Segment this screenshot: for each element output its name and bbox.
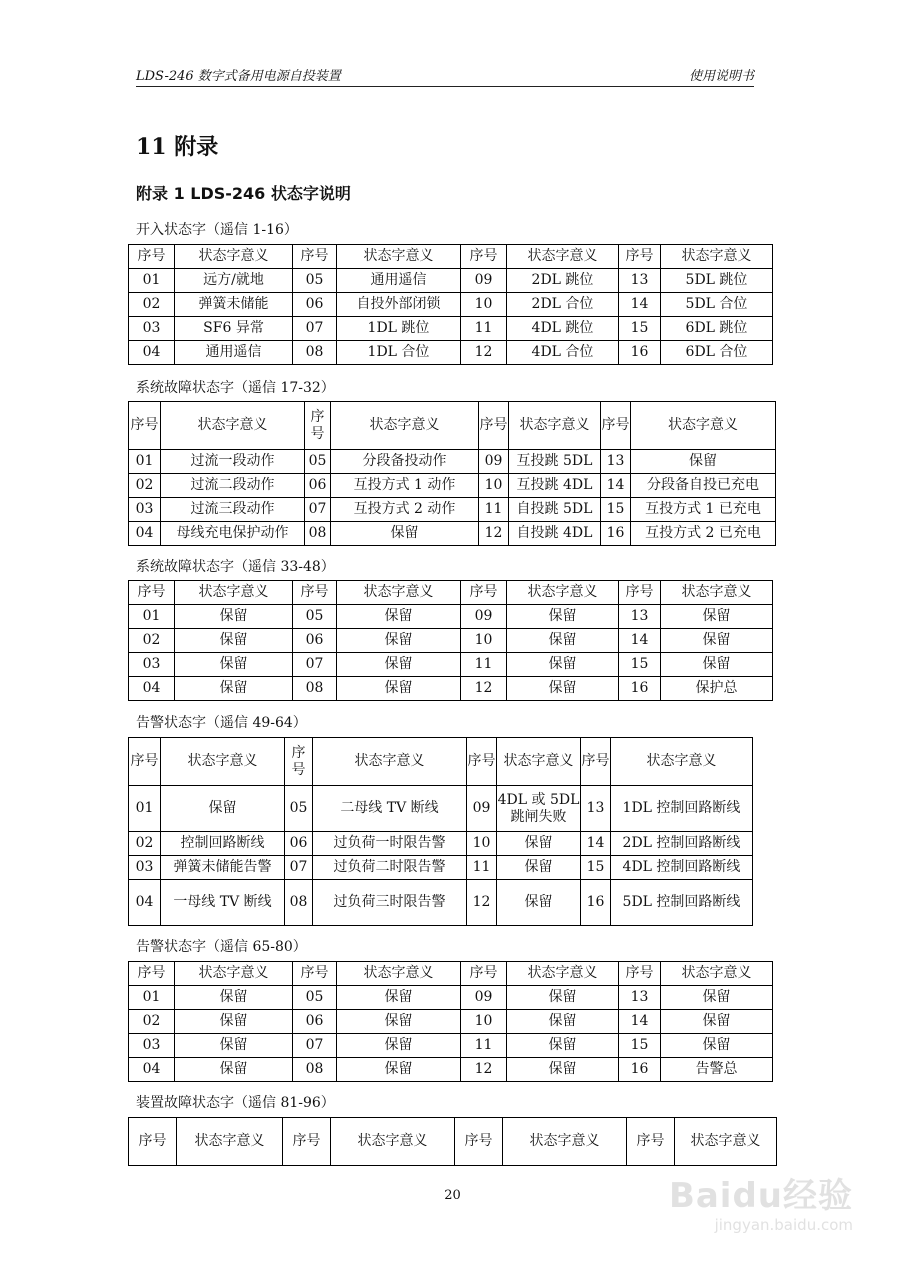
status-table [128,401,776,546]
status-table [128,580,773,701]
index-cell: 07 [293,317,337,341]
meaning-cell: 通用遥信 [337,269,461,293]
header-cell: 序号 [619,962,661,986]
table-header-row [129,581,773,605]
header-cell: 序号 [129,402,161,450]
meaning-cell: 互投方式 1 动作 [331,474,479,498]
meaning-cell: 自投外部闭锁 [337,293,461,317]
index-cell: 02 [129,293,175,317]
header-cell: 序号 [129,1118,177,1166]
table-row [129,522,776,546]
index-cell: 03 [129,653,175,677]
index-cell: 02 [129,629,175,653]
table-row [129,629,773,653]
meaning-cell: 弹簧未储能告警 [161,856,285,880]
table-row [129,605,773,629]
header-cell: 状态字意义 [161,402,305,450]
index-cell: 06 [293,629,337,653]
header-cell: 序号 [461,245,507,269]
index-cell: 01 [129,605,175,629]
meaning-cell: 过流二段动作 [161,474,305,498]
meaning-cell: 分段备自投已充电 [631,474,776,498]
index-cell: 08 [293,677,337,701]
meaning-cell: 保留 [631,450,776,474]
index-cell: 16 [601,522,631,546]
index-cell: 09 [461,605,507,629]
chapter-title: 11 附录 [136,134,219,160]
meaning-cell: 保留 [337,986,461,1010]
page-number: 20 [444,1188,461,1203]
meaning-cell: 4DL 合位 [507,341,619,365]
meaning-cell: 保留 [337,1010,461,1034]
table-caption: 系统故障状态字（遥信 17-32） [136,380,335,396]
meaning-cell: 6DL 合位 [661,341,773,365]
meaning-cell: 保留 [175,653,293,677]
meaning-cell: 保留 [161,786,285,832]
table-row [129,293,773,317]
index-cell: 10 [461,293,507,317]
meaning-cell: 5DL 合位 [661,293,773,317]
status-table [128,961,773,1082]
index-cell: 10 [467,832,497,856]
header-cell: 序号 [455,1118,503,1166]
meaning-cell: 保留 [507,605,619,629]
meaning-cell: 互投方式 2 已充电 [631,522,776,546]
header-cell: 状态字意义 [507,245,619,269]
index-cell: 15 [619,317,661,341]
watermark [643,1168,853,1258]
table-caption: 系统故障状态字（遥信 33-48） [136,559,335,575]
index-cell: 05 [285,786,313,832]
index-cell: 06 [305,474,331,498]
baidu-jingyan-logo: Baidu经验 [668,1176,853,1216]
table-header-row [129,245,773,269]
table-row [129,832,753,856]
header-cell: 状态字意义 [175,581,293,605]
header-cell: 状态字意义 [631,402,776,450]
meaning-cell: 保留 [175,1034,293,1058]
index-cell: 02 [129,832,161,856]
index-cell: 13 [619,986,661,1010]
table-row [129,1058,773,1082]
meaning-cell: 弹簧未储能 [175,293,293,317]
index-cell: 01 [129,450,161,474]
table-caption: 开入状态字（遥信 1-16） [136,222,298,238]
header-cell: 序号 [293,962,337,986]
table-row [129,786,753,832]
index-cell: 06 [293,1010,337,1034]
header-cell: 序号 [479,402,509,450]
meaning-cell: 过负荷二时限告警 [313,856,467,880]
meaning-cell: 互投跳 4DL [509,474,601,498]
meaning-cell: 4DL 跳位 [507,317,619,341]
meaning-cell: 保留 [497,856,581,880]
header-cell: 序号 [129,581,175,605]
index-cell: 01 [129,986,175,1010]
index-cell: 04 [129,522,161,546]
meaning-cell: 二母线 TV 断线 [313,786,467,832]
header-cell: 状态字意义 [497,738,581,786]
index-cell: 14 [619,1010,661,1034]
header-cell: 状态字意义 [661,962,773,986]
meaning-cell: 控制回路断线 [161,832,285,856]
meaning-cell: 保留 [175,605,293,629]
meaning-cell: 保留 [507,1010,619,1034]
index-cell: 13 [619,269,661,293]
table-row [129,474,776,498]
header-cell: 状态字意义 [331,1118,455,1166]
index-cell: 04 [129,880,161,926]
header-cell: 状态字意义 [503,1118,627,1166]
meaning-cell: 保留 [337,1058,461,1082]
meaning-cell: 保留 [175,1058,293,1082]
index-cell: 15 [619,653,661,677]
index-cell: 12 [461,341,507,365]
index-cell: 02 [129,474,161,498]
meaning-cell: 保留 [337,653,461,677]
meaning-cell: 过负荷一时限告警 [313,832,467,856]
header-cell: 状态字意义 [331,402,479,450]
index-cell: 15 [601,498,631,522]
meaning-cell: 1DL 合位 [337,341,461,365]
index-cell: 06 [293,293,337,317]
meaning-cell: 保留 [497,880,581,926]
index-cell: 16 [619,341,661,365]
index-cell: 04 [129,1058,175,1082]
header-cell: 序号 [467,738,497,786]
meaning-cell: 保留 [337,1034,461,1058]
index-cell: 12 [461,1058,507,1082]
index-cell: 05 [293,269,337,293]
meaning-cell: 2DL 合位 [507,293,619,317]
index-cell: 15 [581,856,611,880]
index-cell: 08 [305,522,331,546]
meaning-cell: 自投跳 4DL [509,522,601,546]
index-cell: 15 [619,1034,661,1058]
page-header [136,62,754,87]
index-cell: 05 [305,450,331,474]
index-cell: 09 [461,986,507,1010]
table-header-row [129,402,776,450]
header-cell: 状态字意义 [661,581,773,605]
table-row [129,1010,773,1034]
meaning-cell: 告警总 [661,1058,773,1082]
meaning-cell: 5DL 跳位 [661,269,773,293]
index-cell: 13 [601,450,631,474]
meaning-cell: 2DL 跳位 [507,269,619,293]
meaning-cell: 保留 [331,522,479,546]
meaning-cell: 2DL 控制回路断线 [611,832,753,856]
meaning-cell: 保留 [337,677,461,701]
index-cell: 16 [619,1058,661,1082]
header-doc-title: LDS-246 数字式备用电源自投装置 [136,69,341,84]
header-cell: 序号 [601,402,631,450]
header-cell: 序号 [285,738,313,786]
meaning-cell: 5DL 控制回路断线 [611,880,753,926]
watermark-url: jingyan.baidu.com [714,1216,853,1234]
index-cell: 08 [285,880,313,926]
header-cell: 状态字意义 [175,962,293,986]
header-cell: 序号 [619,245,661,269]
index-cell: 16 [581,880,611,926]
index-cell: 03 [129,856,161,880]
meaning-cell: 过流三段动作 [161,498,305,522]
index-cell: 08 [293,1058,337,1082]
index-cell: 02 [129,1010,175,1034]
meaning-cell: 过流一段动作 [161,450,305,474]
header-cell: 序号 [283,1118,331,1166]
index-cell: 04 [129,677,175,701]
meaning-cell: 1DL 控制回路断线 [611,786,753,832]
status-table [128,1117,777,1166]
header-cell: 序号 [129,245,175,269]
meaning-cell: 互投方式 1 已充电 [631,498,776,522]
index-cell: 14 [581,832,611,856]
index-cell: 11 [467,856,497,880]
table-row [129,317,773,341]
index-cell: 12 [461,677,507,701]
index-cell: 13 [619,605,661,629]
header-cell: 序号 [305,402,331,450]
index-cell: 03 [129,1034,175,1058]
meaning-cell: 6DL 跳位 [661,317,773,341]
table-row [129,498,776,522]
meaning-cell: 过负荷三时限告警 [313,880,467,926]
meaning-cell: 1DL 跳位 [337,317,461,341]
header-cell: 状态字意义 [509,402,601,450]
index-cell: 08 [293,341,337,365]
index-cell: 09 [461,269,507,293]
index-cell: 06 [285,832,313,856]
meaning-cell: SF6 异常 [175,317,293,341]
meaning-cell: 互投跳 5DL [509,450,601,474]
index-cell: 14 [619,293,661,317]
header-cell: 状态字意义 [337,245,461,269]
header-cell: 序号 [619,581,661,605]
header-cell: 序号 [129,962,175,986]
header-doc-type: 使用说明书 [688,69,754,84]
meaning-cell: 保留 [507,653,619,677]
meaning-cell: 保留 [661,986,773,1010]
index-cell: 12 [479,522,509,546]
header-cell: 序号 [129,738,161,786]
meaning-cell: 保留 [337,629,461,653]
index-cell: 07 [305,498,331,522]
meaning-cell: 保留 [661,1034,773,1058]
table-caption: 告警状态字（遥信 49-64） [136,715,307,731]
index-cell: 07 [285,856,313,880]
index-cell: 16 [619,677,661,701]
meaning-cell: 保留 [175,1010,293,1034]
header-cell: 序号 [293,245,337,269]
header-cell: 状态字意义 [675,1118,777,1166]
meaning-cell: 自投跳 5DL [509,498,601,522]
header-cell: 状态字意义 [161,738,285,786]
header-cell: 状态字意义 [661,245,773,269]
meaning-cell: 4DL 控制回路断线 [611,856,753,880]
meaning-cell: 通用遥信 [175,341,293,365]
header-cell: 状态字意义 [337,581,461,605]
header-cell: 状态字意义 [507,962,619,986]
header-cell: 序号 [461,962,507,986]
table-row [129,269,773,293]
index-cell: 01 [129,786,161,832]
meaning-cell: 保留 [661,1010,773,1034]
index-cell: 13 [581,786,611,832]
index-cell: 03 [129,317,175,341]
section-title: 附录 1 LDS-246 状态字说明 [136,184,351,203]
index-cell: 11 [461,1034,507,1058]
table-header-row [129,738,753,786]
meaning-cell: 保留 [507,986,619,1010]
meaning-cell: 互投方式 2 动作 [331,498,479,522]
meaning-cell: 保留 [175,986,293,1010]
header-cell: 状态字意义 [507,581,619,605]
index-cell: 11 [461,653,507,677]
header-cell: 序号 [627,1118,675,1166]
index-cell: 05 [293,986,337,1010]
meaning-cell: 分段备投动作 [331,450,479,474]
status-table [128,737,753,926]
table-caption: 装置故障状态字（遥信 81-96） [136,1095,335,1111]
index-cell: 09 [467,786,497,832]
meaning-cell: 远方/就地 [175,269,293,293]
index-cell: 05 [293,605,337,629]
table-header-row [129,1118,777,1166]
index-cell: 03 [129,498,161,522]
header-cell: 状态字意义 [175,245,293,269]
table-row [129,856,753,880]
meaning-cell: 保留 [507,1058,619,1082]
header-cell: 状态字意义 [177,1118,283,1166]
status-table [128,244,773,365]
index-cell: 04 [129,341,175,365]
index-cell: 01 [129,269,175,293]
header-cell: 序号 [293,581,337,605]
table-header-row [129,962,773,986]
table-row [129,677,773,701]
index-cell: 10 [479,474,509,498]
meaning-cell: 保留 [507,677,619,701]
table-row [129,986,773,1010]
index-cell: 10 [461,1010,507,1034]
index-cell: 11 [461,317,507,341]
meaning-cell: 保留 [497,832,581,856]
table-row [129,450,776,474]
index-cell: 09 [479,450,509,474]
table-row [129,1034,773,1058]
meaning-cell: 保留 [507,629,619,653]
meaning-cell: 保留 [175,677,293,701]
header-cell: 序号 [581,738,611,786]
meaning-cell: 保留 [661,605,773,629]
header-cell: 状态字意义 [313,738,467,786]
index-cell: 11 [479,498,509,522]
meaning-cell: 保留 [507,1034,619,1058]
index-cell: 14 [619,629,661,653]
meaning-cell: 4DL 或 5DL 跳闸失败 [497,786,581,832]
meaning-cell: 保护总 [661,677,773,701]
index-cell: 07 [293,1034,337,1058]
header-cell: 状态字意义 [611,738,753,786]
header-cell: 状态字意义 [337,962,461,986]
meaning-cell: 保留 [175,629,293,653]
index-cell: 12 [467,880,497,926]
index-cell: 14 [601,474,631,498]
table-row [129,341,773,365]
table-row [129,653,773,677]
meaning-cell: 保留 [661,653,773,677]
table-row [129,880,753,926]
header-cell: 序号 [461,581,507,605]
index-cell: 07 [293,653,337,677]
meaning-cell: 保留 [661,629,773,653]
meaning-cell: 一母线 TV 断线 [161,880,285,926]
meaning-cell: 母线充电保护动作 [161,522,305,546]
meaning-cell: 保留 [337,605,461,629]
index-cell: 10 [461,629,507,653]
table-caption: 告警状态字（遥信 65-80） [136,939,307,955]
